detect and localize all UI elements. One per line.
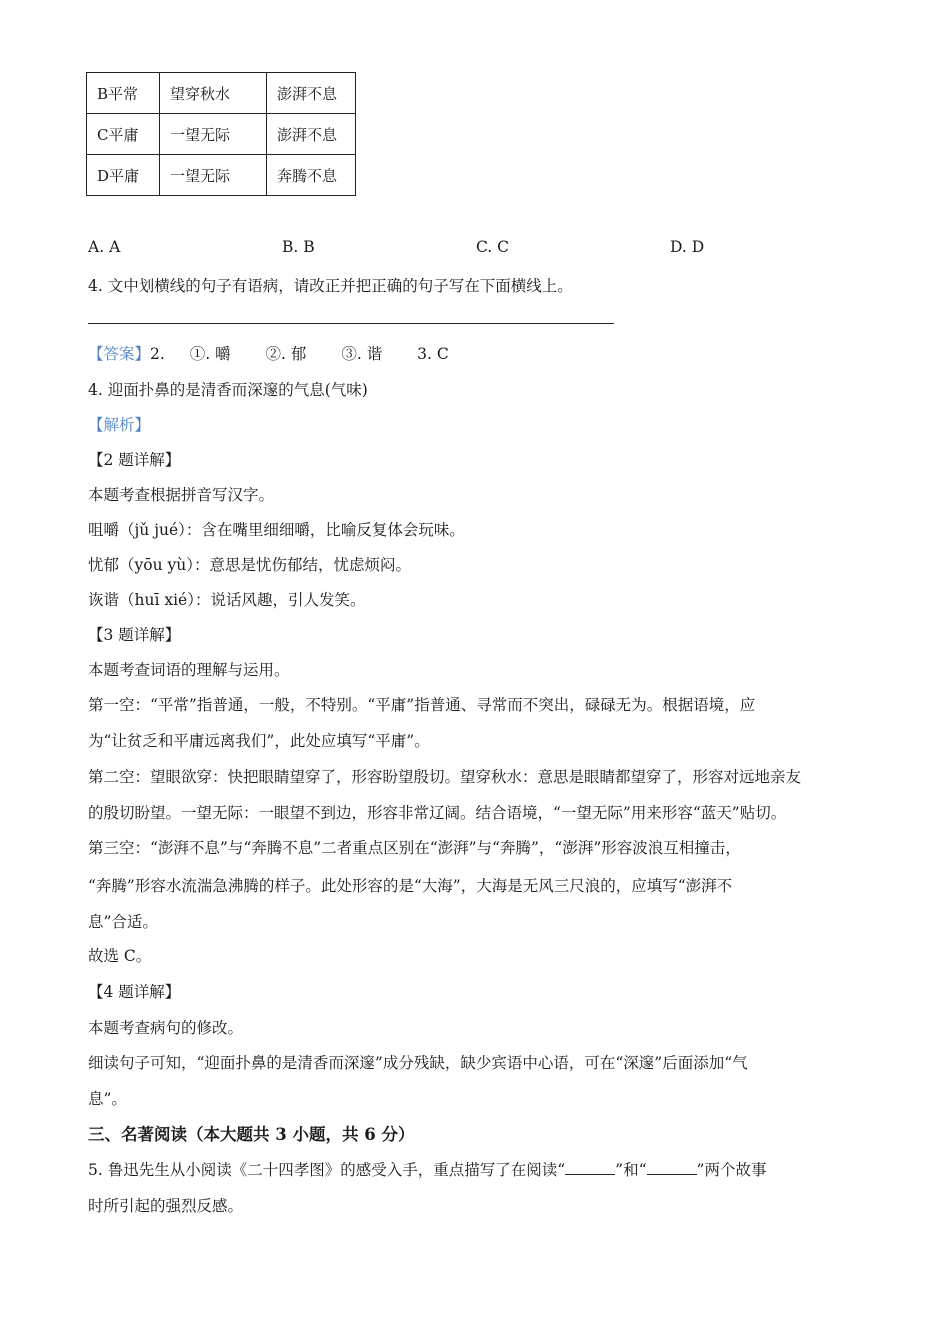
table-cell: 一望无际: [160, 155, 267, 196]
text-line: 诙谐（huī xié）：说话风趣，引人发笑。: [88, 591, 366, 609]
q5-line-2: 时所引起的强烈反感。: [88, 1197, 244, 1215]
answer-line: [88, 323, 614, 324]
table-cell: B平常: [87, 73, 160, 114]
section-head: 【4 题详解】: [88, 983, 181, 1001]
text-line: “奔腾”形容水流湍急沸腾的样子。此处形容的是“大海”，大海是无风三尺浪的，应填写“澎湃不: [88, 877, 733, 895]
text-line: 第二空：望眼欲穿：快把眼睛望穿了，形容盼望殷切。望穿秋水：意思是眼睛都望穿了，形容对远地亲友: [88, 768, 802, 786]
answer-blank[interactable]: [565, 1160, 615, 1175]
answer-line-1: 【答案】2. ①. 嚼 ②. 郁 ③. 谐 3. C: [88, 345, 449, 363]
table-cell: C平庸: [87, 114, 160, 155]
choice-c: C. C: [476, 238, 510, 256]
table-row: [87, 73, 356, 114]
text-line: 咀嚼（jǔ jué）：含在嘴里细细嚼，比喻反复体会玩味。: [88, 521, 465, 539]
table-cell: 澎湃不息: [267, 114, 356, 155]
section-head: 【3 题详解】: [88, 626, 181, 644]
table-cell: D平庸: [87, 155, 160, 196]
text-line: 忧郁（yōu yù）：意思是忧伤郁结，忧虑烦闷。: [88, 556, 411, 574]
answer-blank[interactable]: [647, 1160, 697, 1175]
table-row: [87, 114, 356, 155]
choice-d: D. D: [670, 238, 705, 256]
answer-tag: 【答案】: [88, 345, 151, 363]
text-line: 第三空：“澎湃不息”与“奔腾不息”二者重点区别在“澎湃”与“奔腾”，“澎湃”形容波浪互相撞击，: [88, 839, 741, 857]
text-line: 第一空：“平常”指普通，一般，不特别。“平庸”指普通、寻常而不突出，碌碌无为。根据语境，应: [88, 696, 756, 714]
options-table: [86, 72, 356, 196]
text-line: 本题考查病句的修改。: [88, 1019, 244, 1037]
q5-line-1: 5. 鲁迅先生从小阅读《二十四孝图》的感受入手，重点描写了在阅读“ ”和“ ”两个故事: [88, 1161, 767, 1179]
analysis-tag: 【解析】: [88, 416, 151, 434]
section-head: 【2 题详解】: [88, 451, 181, 469]
choice-a: A. A: [88, 238, 121, 256]
text-line: 为“让贫乏和平庸远离我们”，此处应填写“平庸”。: [88, 732, 430, 750]
table-cell: 澎湃不息: [267, 73, 356, 114]
text-line: 本题考查词语的理解与运用。: [88, 661, 290, 679]
text-line: 本题考查根据拼音写汉字。: [88, 486, 275, 504]
part3-title: 三、名著阅读（本大题共 3 小题，共 6 分）: [88, 1125, 415, 1144]
table-row: [87, 155, 356, 196]
answer-line-2: 4. 迎面扑鼻的是清香而深邃的气息(气味): [88, 381, 368, 399]
q4-prompt: 4. 文中划横线的句子有语病，请改正并把正确的句子写在下面横线上。: [88, 277, 573, 295]
text-line: 故选 C。: [88, 947, 152, 965]
table-cell: 望穿秋水: [160, 73, 267, 114]
table-cell: 一望无际: [160, 114, 267, 155]
text-line: 细读句子可知，“迎面扑鼻的是清香而深邃”成分残缺，缺少宾语中心语，可在“深邃”后面添加“气: [88, 1054, 748, 1072]
text-line: 息”合适。: [88, 913, 158, 931]
text-line: 息”。: [88, 1090, 127, 1108]
choice-b: B. B: [282, 238, 315, 256]
text-line: 的殷切盼望。一望无际：一眼望不到边，形容非常辽阔。结合语境，“一望无际”用来形容“蓝天”贴切。: [88, 804, 787, 822]
table-cell: 奔腾不息: [267, 155, 356, 196]
